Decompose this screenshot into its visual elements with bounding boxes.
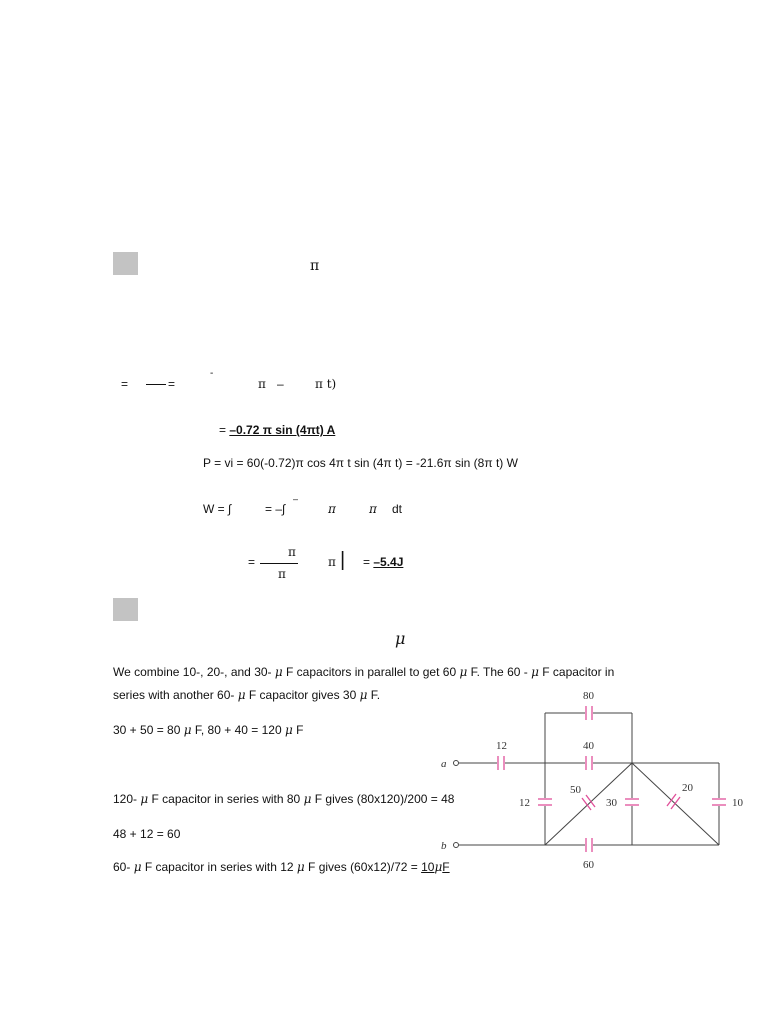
step-line-3: 48 + 12 = 60	[113, 827, 181, 841]
label-c12-top: 12	[496, 740, 507, 752]
fraction-bar	[260, 563, 298, 564]
problem-number-box-2	[113, 598, 138, 621]
label-c40: 40	[583, 740, 594, 752]
equation-equals: =	[168, 377, 176, 391]
paragraph-line-1: We combine 10-, 20-, and 30- μ F capacitors in parallel to get 60 μ F. The 60 - μ F capacitor in	[113, 665, 615, 679]
dt-term: dt	[392, 502, 403, 516]
label-c80: 80	[583, 690, 594, 702]
problem-number-box-1	[113, 252, 138, 275]
pi-symbol: π	[369, 502, 377, 516]
label-c60: 60	[583, 859, 594, 871]
label-c30: 30	[606, 797, 617, 809]
energy-integral-neg: = –∫	[265, 502, 286, 516]
equation-equals: =	[248, 555, 256, 569]
label-c20: 20	[682, 782, 693, 794]
label-terminal-b: b	[441, 840, 447, 852]
integral-superscript: –	[293, 494, 299, 504]
paragraph-line-2: series with another 60- μ F capacitor gives 30 μ F.	[113, 688, 381, 702]
terminal-a	[454, 761, 459, 766]
step-line-1: 30 + 50 = 80 μ F, 80 + 40 = 120 μ F	[113, 723, 304, 737]
power-equation: P = vi = 60(-0.72)π cos 4π t sin (4π t) = -21.6π sin (8π t) W	[203, 456, 518, 470]
fraction-bar	[146, 384, 166, 385]
pi-symbol: π	[328, 502, 336, 516]
energy-integral-label: W = ∫	[203, 502, 232, 516]
label-c10: 10	[732, 797, 743, 809]
superscript-minus: -	[210, 368, 214, 379]
fraction-denominator: π	[278, 567, 286, 581]
label-terminal-a: a	[441, 758, 447, 770]
step-line-2: 120- μ F capacitor in series with 80 μ F gives (80x120)/200 = 48	[113, 792, 455, 806]
fraction-numerator: π	[288, 545, 296, 559]
terminal-b	[454, 843, 459, 848]
capacitors	[497, 706, 726, 852]
pi-symbol: π	[258, 377, 266, 391]
pi-t-term: π t)	[315, 377, 337, 391]
pi-symbol: π	[310, 258, 320, 274]
equation-equals: =	[121, 377, 129, 391]
step-line-4: 60- μ F capacitor in series with 12 μ F gives (60x12)/72 = 10μF	[113, 860, 450, 874]
mu-symbol: μ	[395, 629, 406, 648]
label-c12-left: 12	[519, 797, 530, 809]
evaluation-bar: |	[340, 549, 346, 571]
current-result: = –0.72 π sin (4πt) A	[219, 423, 336, 437]
energy-result: = –5.4J	[363, 555, 404, 569]
label-c50: 50	[570, 784, 581, 796]
pi-symbol: π	[328, 555, 336, 569]
circuit-wires	[459, 713, 719, 845]
dash-symbol: –	[277, 377, 284, 391]
